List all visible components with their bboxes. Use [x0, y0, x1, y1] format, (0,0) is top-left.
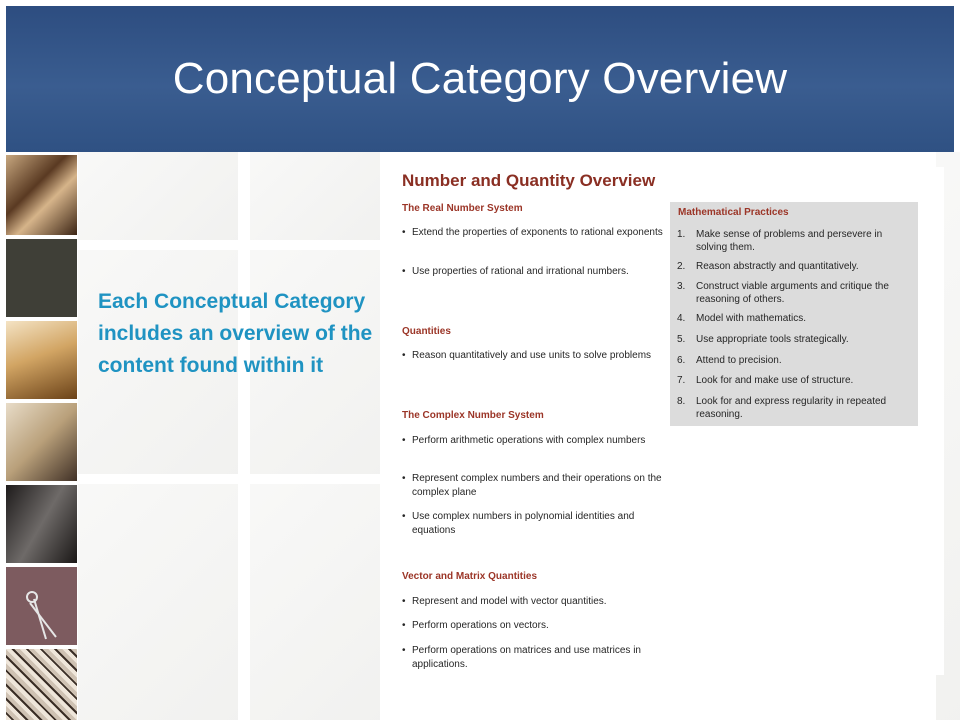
dark-thumbnail: [6, 239, 77, 317]
list-item: • Perform arithmetic operations with complex numbers: [402, 435, 646, 446]
practice-item: 1. Make sense of problems and persevere in solving them.: [677, 229, 883, 253]
compass-thumbnail: [6, 567, 77, 645]
pattern-thumbnail: [6, 649, 77, 720]
book-thumbnail: [6, 321, 77, 399]
background-tile: [78, 484, 238, 720]
background-tile: [250, 484, 380, 720]
list-item: • Reason quantitatively and use units to solve problems: [402, 350, 652, 361]
mathematical-practices-box: [670, 202, 918, 426]
background-tile: [78, 152, 238, 240]
section-title: The Real Number System: [402, 203, 523, 214]
practice-item: 5. Use appropriate tools strategically.: [677, 334, 849, 345]
texture-thumbnail: [6, 155, 77, 235]
practice-item: 6. Attend to precision.: [677, 355, 782, 366]
pen-thumbnail: [6, 485, 77, 563]
slide-header: [6, 6, 954, 152]
list-item: • Represent and model with vector quantities.: [402, 596, 607, 607]
practice-item: 4. Model with mathematics.: [677, 313, 807, 324]
list-item: • Perform operations on vectors.: [402, 620, 549, 631]
practice-item: 8. Look for and express regularity in repeated reasoning.: [677, 396, 887, 420]
practice-item: 3. Construct viable arguments and critique the reasoning of others.: [677, 281, 889, 305]
thumbnail-strip: [6, 155, 77, 720]
list-item: • Represent complex numbers and their operations on the complex plane: [402, 473, 662, 498]
slide-title: Conceptual Category Overview: [172, 54, 788, 103]
compass-icon: [6, 567, 77, 645]
section-title: Quantities: [402, 326, 451, 337]
practices-title: Mathematical Practices: [678, 207, 789, 218]
glasses-thumbnail: [6, 403, 77, 481]
list-item: • Perform operations on matrices and use matrices in applications.: [402, 645, 641, 670]
list-item: • Use properties of rational and irrational numbers.: [402, 266, 629, 277]
section-title: Vector and Matrix Quantities: [402, 571, 538, 582]
practice-item: 2. Reason abstractly and quantitatively.: [677, 261, 859, 272]
overview-document: [384, 167, 944, 675]
section-title: The Complex Number System: [402, 410, 544, 421]
callout-text: Each Conceptual Category includes an overview of the content found within it: [98, 290, 373, 377]
background-tile: [250, 152, 380, 240]
document-title: Number and Quantity Overview: [402, 171, 656, 190]
list-item: • Extend the properties of exponents to rational exponents: [402, 227, 663, 238]
practice-item: 7. Look for and make use of structure.: [677, 375, 854, 386]
list-item: • Use complex numbers in polynomial identities and equations: [402, 511, 635, 536]
